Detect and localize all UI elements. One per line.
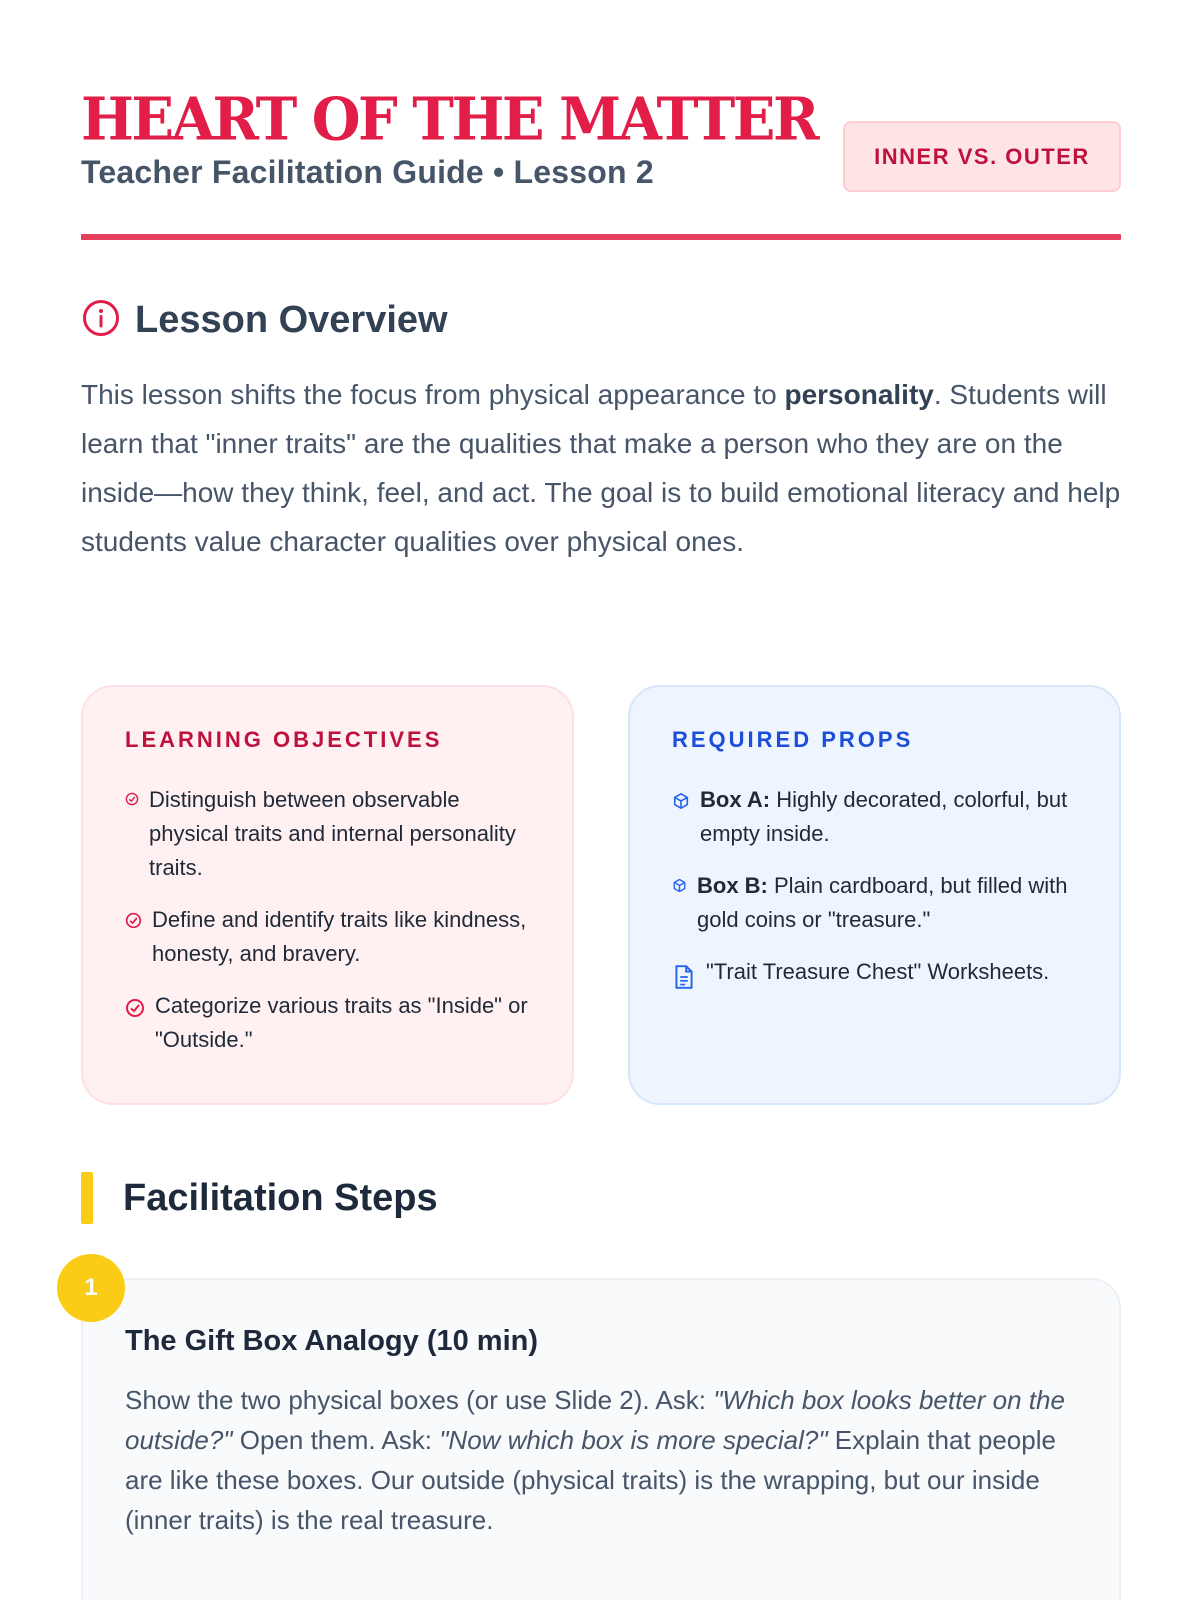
page-header	[81, 84, 1121, 244]
page-subtitle: Teacher Facilitation Guide • Lesson 2	[81, 154, 654, 190]
overview-heading-row	[81, 296, 448, 344]
objective-item	[125, 989, 530, 1057]
objective-text: Define and identify traits like kindness, honesty, and bravery.	[152, 907, 527, 966]
prop-text	[706, 955, 1049, 989]
info-icon	[81, 298, 121, 342]
objective-item	[125, 903, 530, 971]
overview-emphasis: personality	[784, 379, 934, 410]
step-number-badge: 1	[57, 1254, 125, 1322]
step-card	[81, 1278, 1121, 1600]
step-text-part: Open them. Ask:	[232, 1425, 440, 1455]
facilitation-steps-heading-row	[81, 1172, 438, 1224]
header-divider	[81, 234, 1121, 240]
step-title: The Gift Box Analogy (10 min)	[125, 1325, 539, 1357]
facilitation-steps-heading: Facilitation Steps	[123, 1176, 438, 1219]
step-description	[125, 1380, 1077, 1540]
step-question: "Which box looks better on the outside?"	[125, 1385, 1065, 1455]
heading-accent-bar	[81, 1172, 93, 1224]
prop-label: Box B:	[697, 873, 768, 898]
prop-item	[672, 869, 1077, 937]
target-check-icon	[125, 792, 139, 806]
prop-description: "Trait Treasure Chest" Worksheets.	[706, 959, 1050, 984]
overview-text-end: . Students will learn that "inner traits" are the qualities that make a person who they are on the inside—how they think, feel, and act. The goal is to build emotional literacy and help students value character qualities over physical ones.	[81, 379, 1121, 557]
overview-paragraph	[81, 370, 1126, 566]
target-check-icon	[125, 912, 142, 929]
cube-icon	[672, 792, 690, 810]
required-props-card	[628, 685, 1121, 1105]
prop-item	[672, 783, 1077, 851]
objective-text: Categorize various traits as "Inside" or "Outside."	[155, 993, 528, 1052]
prop-description: Plain cardboard, but filled with gold coins or "treasure."	[697, 873, 1068, 932]
props-title: REQUIRED PROPS	[672, 727, 914, 752]
objective-text: Distinguish between observable physical traits and internal personality traits.	[149, 787, 516, 880]
page-title: HEART OF THE MATTER	[81, 84, 818, 155]
prop-text	[697, 869, 1077, 937]
learning-objectives-card	[81, 685, 574, 1105]
prop-label: Box A:	[700, 787, 771, 812]
prop-description: Highly decorated, colorful, but empty inside.	[700, 787, 1068, 846]
objective-item	[125, 783, 530, 885]
cube-icon	[672, 878, 687, 893]
step-text-part: Explain that people are like these boxes. Our outside (physical traits) is the wrapping, but our inside (inner traits) is the real treasure.	[125, 1425, 1056, 1535]
overview-text-start: This lesson shifts the focus from physical appearance to	[81, 379, 785, 410]
objectives-title: LEARNING OBJECTIVES	[125, 727, 443, 752]
prop-text	[700, 783, 1077, 851]
theme-badge: INNER VS. OUTER	[843, 121, 1121, 192]
document-icon	[672, 964, 696, 990]
overview-heading: Lesson Overview	[135, 298, 448, 341]
step-question: "Now which box is more special?"	[439, 1425, 828, 1455]
prop-item	[672, 955, 1077, 990]
target-check-icon	[125, 998, 145, 1018]
step-text-part: Show the two physical boxes (or use Slide 2). Ask:	[125, 1385, 714, 1415]
